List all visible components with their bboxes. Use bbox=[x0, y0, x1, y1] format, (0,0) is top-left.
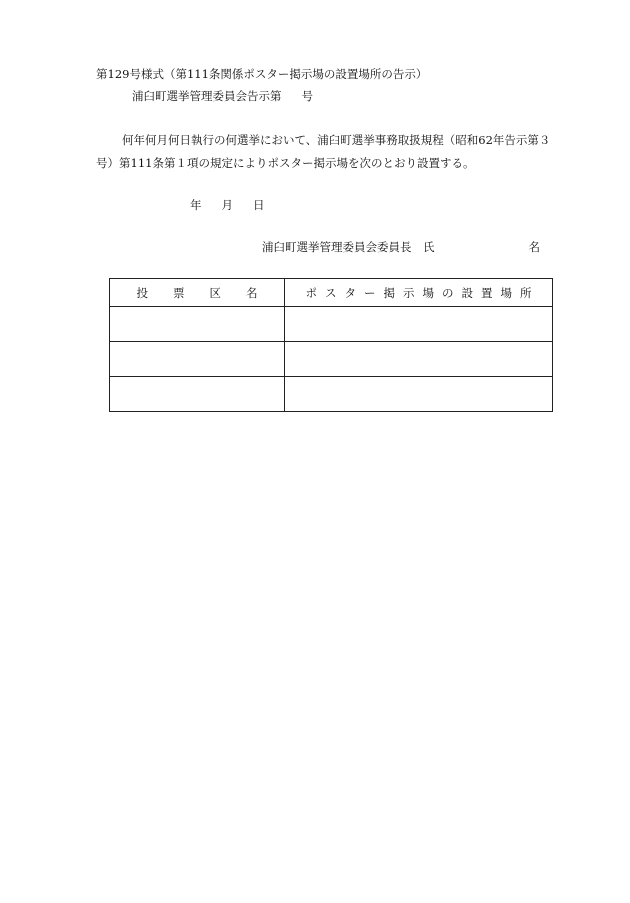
table-cell-location bbox=[285, 377, 553, 412]
body-text-line-1: 何年何月何日執行の何選挙において、浦臼町選挙事務取扱規程（昭和62年告示第３ bbox=[122, 133, 551, 147]
body-text-line-2: 号）第111条第１項の規定によりポスター掲示場を次のとおり設置する。 bbox=[96, 156, 475, 170]
date-line bbox=[190, 197, 265, 213]
table-row bbox=[110, 307, 553, 342]
posting-location-table bbox=[109, 278, 553, 412]
table-cell-location bbox=[285, 342, 553, 377]
header-voting-district bbox=[110, 279, 285, 307]
notice-prefix: 浦臼町選挙管理委員会告示第 bbox=[132, 89, 282, 103]
table-cell-location bbox=[285, 307, 553, 342]
table-header-row bbox=[110, 279, 553, 307]
table-cell-district bbox=[110, 342, 285, 377]
table-row bbox=[110, 342, 553, 377]
header-posting-location bbox=[285, 279, 553, 307]
date-month: 月 bbox=[221, 198, 233, 212]
notice-number bbox=[132, 88, 313, 104]
signature-title: 浦臼町選挙管理委員会委員長 氏 bbox=[262, 240, 435, 254]
header-posting-location-label: ポスター掲示場の設置場所 bbox=[305, 285, 540, 300]
date-year: 年 bbox=[190, 198, 202, 212]
signature-name-suffix: 名 bbox=[528, 240, 540, 254]
form-title: 第129号様式（第111条関係ポスター掲示場の設置場所の告示） bbox=[96, 67, 428, 81]
table-cell-district bbox=[110, 377, 285, 412]
table-row bbox=[110, 377, 553, 412]
date-day: 日 bbox=[253, 198, 265, 212]
header-voting-district-label: 投票区名 bbox=[136, 285, 283, 300]
table-cell-district bbox=[110, 307, 285, 342]
signature-line bbox=[262, 239, 540, 255]
notice-suffix: 号 bbox=[301, 89, 313, 103]
